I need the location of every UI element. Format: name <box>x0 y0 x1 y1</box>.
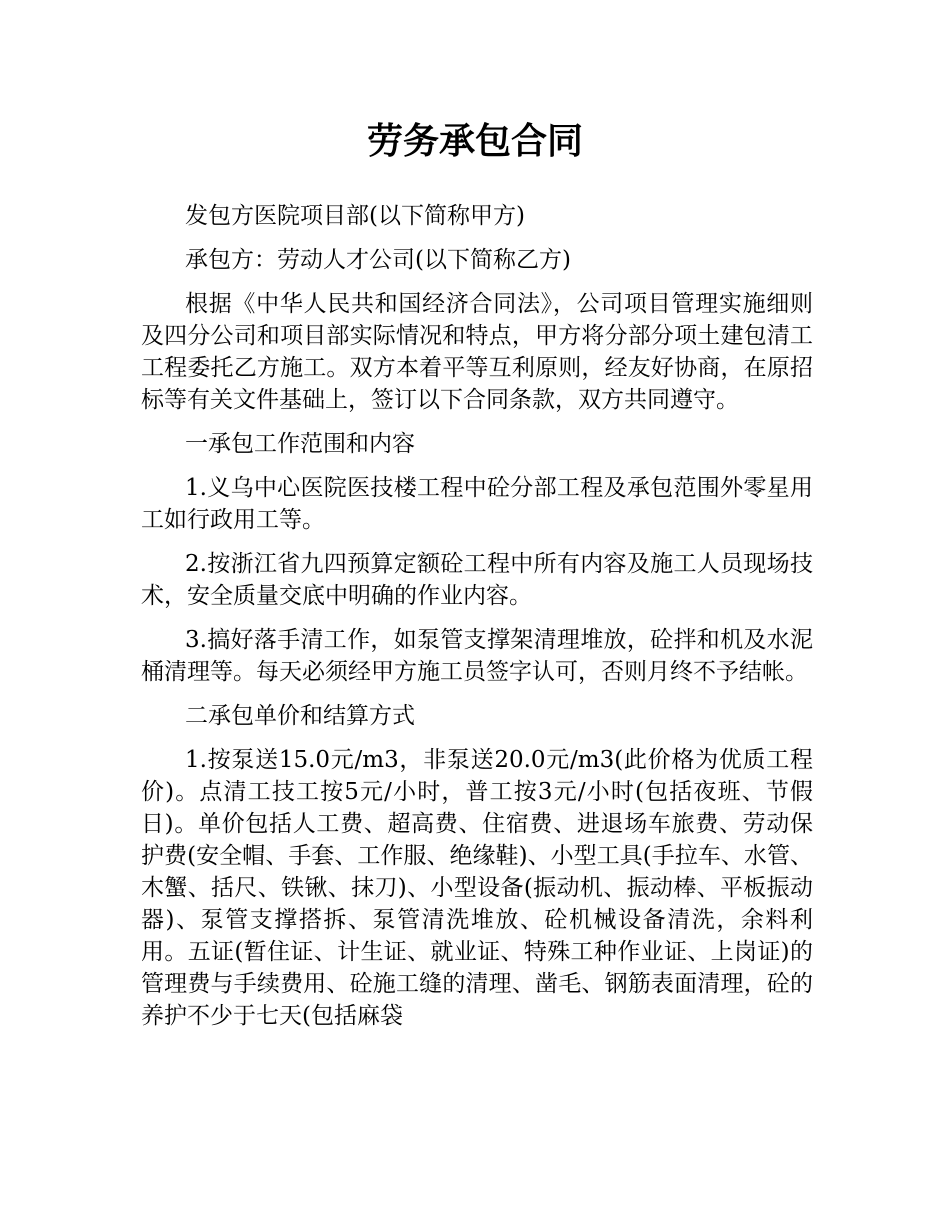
paragraph-pricing-item-1: 1.按泵送15.0元/m3，非泵送20.0元/m3(此价格为优质工程价)。点清工技工按5元/小时，普工按3元/小时(包括夜班、节假日)。单价包括人工费、超高费、住宿费、进退场车旅费、劳动保护费(安全帽、手套、工作服、绝缘鞋)、小型工具(手拉车、水管、木蟹、括尺、铁锹、抹刀)、小型设备(振动机、振动棒、平板振动器)、泵管支撑搭拆、泵管清洗堆放、砼机械设备清洗，余料利用。五证(暂住证、计生证、就业证、特殊工种作业证、上岗证)的管理费与手续费用、砼施工缝的清理、凿毛、钢筋表面清理，砼的养护不少于七天(包括麻袋 <box>141 747 813 1029</box>
paragraph-subcontractor: 承包方：劳动人才公司(以下简称乙方) <box>185 247 571 273</box>
paragraph-scope-item-1: 1.义乌中心医院医技楼工程中砼分部工程及承包范围外零星用工如行政用工等。 <box>141 475 813 533</box>
document-title: 劳务承包合同 <box>366 121 583 162</box>
paragraph-scope-item-2: 2.按浙江省九四预算定额砼工程中所有内容及施工人员现场技术，安全质量交底中明确的作业内容。 <box>141 551 813 609</box>
document-body <box>141 200 813 1044</box>
section-heading-scope: 一承包工作范围和内容 <box>185 431 415 457</box>
section-heading-pricing: 二承包单价和结算方式 <box>185 703 415 729</box>
paragraph-contractor: 发包方医院项目部(以下简称甲方) <box>185 203 525 229</box>
paragraph-preamble: 根据《中华人民共和国经济合同法》，公司项目管理实施细则及四分公司和项目部实际情况和特点，甲方将分部分项土建包清工工程委托乙方施工。双方本着平等互利原则，经友好协商，在原招标等有关文件基础上，签订以下合同条款，双方共同遵守。 <box>141 291 813 413</box>
paragraph-scope-item-3: 3.搞好落手清工作，如泵管支撑架清理堆放，砼拌和机及水泥桶清理等。每天必须经甲方施工员签字认可，否则月终不予结帐。 <box>141 627 813 685</box>
